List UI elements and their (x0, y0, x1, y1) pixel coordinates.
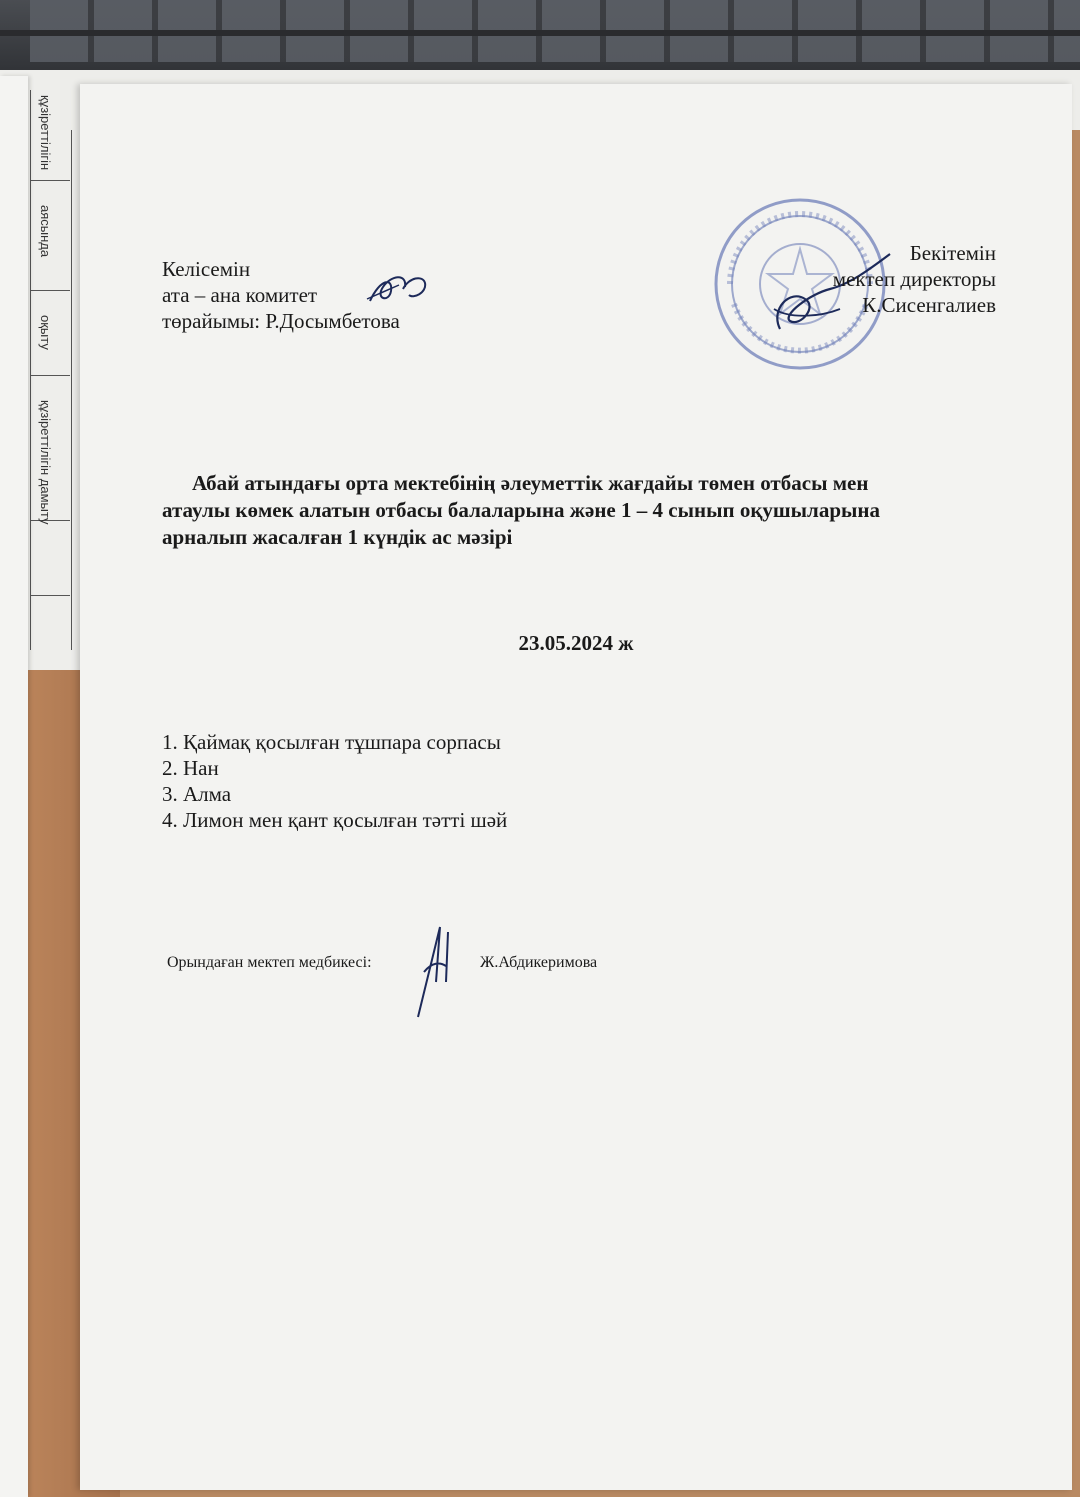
background-text: құзіреттілігін (38, 95, 53, 171)
menu-item: 2. Нан (162, 756, 219, 780)
nurse-name: Ж.Абдикеримова (480, 954, 598, 971)
table-row-line (30, 290, 70, 291)
approval-signer: К.Сисенгалиев (862, 293, 996, 317)
document-date: 23.05.2024 ж (518, 631, 634, 655)
background-text: оқыту (38, 315, 53, 350)
background-text: құзіреттілігін дамыту (38, 400, 53, 525)
approval-block (833, 240, 996, 318)
agreement-signer: төрайымы: Р.Досымбетова (162, 309, 400, 333)
nurse-role-label: Орындаған мектеп медбикесі: (167, 954, 372, 971)
agreement-heading: Келісемін (162, 257, 251, 281)
background-text: аясында (38, 205, 53, 258)
menu-item: 1. Қаймақ қосылған тұшпара сорпасы (162, 730, 501, 754)
title-line: атаулы көмек алатын отбасы балаларына және 1 – 4 сынып оқушыларына (162, 498, 880, 522)
title-line: арналып жасалған 1 күндік ас мәзірі (162, 525, 513, 549)
table-row-line (30, 375, 70, 376)
table-row-line (30, 595, 70, 596)
menu-item: 3. Алма (162, 782, 232, 806)
menu-list (162, 729, 507, 833)
nurse-signature (410, 922, 460, 1022)
agreement-role: ата – ана комитет (162, 283, 318, 307)
background-white-sheet (0, 76, 28, 1497)
table-column (30, 90, 72, 650)
parent-committee-signature (365, 269, 435, 309)
approval-heading: Бекітемін (909, 241, 996, 265)
document-title (162, 470, 880, 551)
keyboard-gap (0, 30, 1080, 36)
approval-role: мектеп директоры (832, 267, 996, 291)
menu-item: 4. Лимон мен қант қосылған тәтті шәй (162, 808, 508, 832)
keyboard-background (0, 0, 1080, 80)
title-line: Абай атындағы орта мектебінің әлеуметтік жағдайы төмен отбасы мен (192, 471, 869, 495)
table-row-line (30, 180, 70, 181)
menu-document (80, 84, 1072, 1490)
